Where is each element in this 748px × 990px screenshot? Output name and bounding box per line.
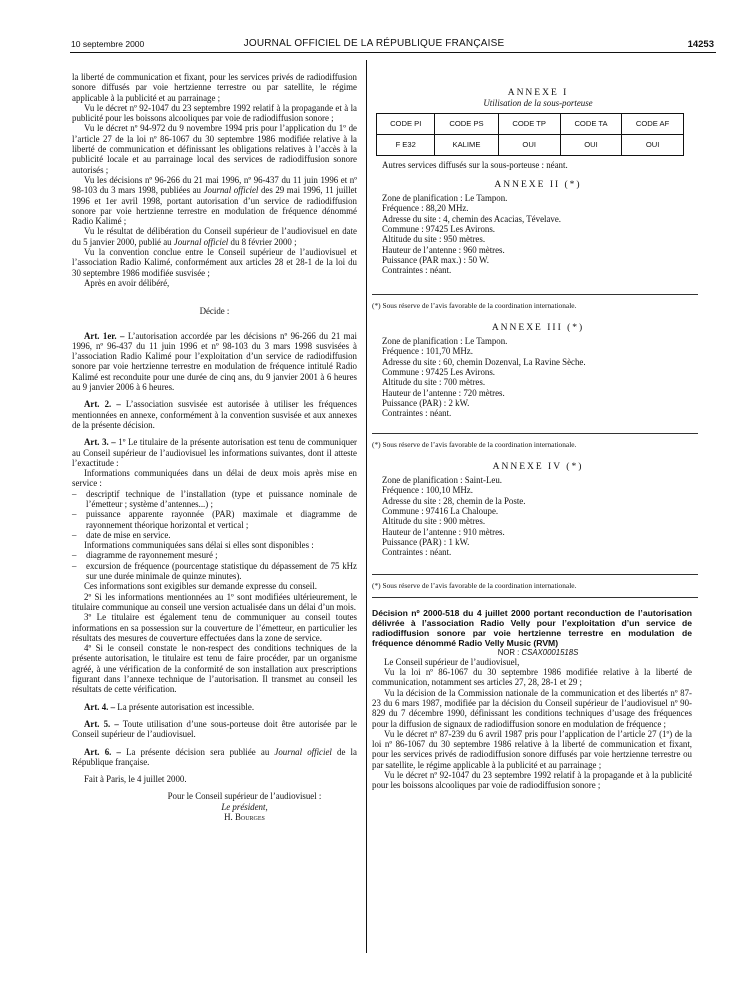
nor-code: CSAX0001518S xyxy=(521,647,579,657)
annexe-2-block xyxy=(382,193,692,275)
table-header-cell: CODE TA xyxy=(560,113,621,134)
annexe-line: Adresse du site : 28, chemin de la Poste. xyxy=(382,495,526,506)
nor-label: NOR : xyxy=(497,647,522,657)
article-text: 1º Le titulaire de la présente autorisation est tenu de communiquer au Conseil supérieur de l’audiovisuel les informations suivantes, dont il atteste l’exactitude : xyxy=(72,437,357,468)
annexe-4-block xyxy=(382,475,692,557)
article-text: de la République française. xyxy=(72,746,357,767)
annexe-line: Contraintes : néant. xyxy=(382,408,452,419)
annexe-line: Adresse du site : 60, chemin Dozenval, La Ravine Sèche. xyxy=(382,356,586,367)
table-header-cell: CODE PS xyxy=(435,113,498,134)
paragraph: Vu le décret nº 92-1047 du 23 septembre 1992 relatif à la propagande et à la publicité pour les boissons alcooliques par voie de radiodiffusion sonore ; xyxy=(72,102,357,124)
signature-block xyxy=(132,791,357,822)
column-divider xyxy=(366,60,367,953)
decision-title: Décision nº 2000-518 du 4 juillet 2000 portant reconduction de l’autorisation délivrée à l’association Radio Velly pour l’exploitation d’un service de radiodiffusion sonore par voie hertzienne terrestre en modulation de fréquence dénommé Radio Velly Music (RVM) xyxy=(372,607,692,648)
table-cell: OUI xyxy=(560,134,621,155)
annexe-line: Fréquence : 100,10 MHz. xyxy=(382,485,473,496)
footnote: (*) Sous réserve de l’avis favorable de la coordination internationale. xyxy=(372,580,577,590)
annexe-1-title: ANNEXE I xyxy=(507,88,569,98)
info-list-2 xyxy=(72,550,357,581)
list-item: – date de mise en service. xyxy=(72,530,357,540)
annexe-line: Fréquence : 101,70 MHz. xyxy=(382,346,473,357)
list-item: – excursion de fréquence (pourcentage statistique du dépassement de 75 kHz sur une durée minimale de quinze minutes). xyxy=(72,561,357,582)
article-text: La présente autorisation est incessible. xyxy=(115,701,255,712)
article-label: Art. 4. – xyxy=(84,701,116,712)
article-text: La présente décision sera publiée au xyxy=(120,746,275,757)
decide-heading: Décide : xyxy=(199,306,230,317)
separator xyxy=(372,574,698,575)
separator xyxy=(372,597,698,598)
paragraph: la liberté de communication et fixant, pour les services privés de radiodiffusion sonore diffusés par voie hertzienne terrestre ou par satellite, le régime applicable à la publicité et au parrainage ; xyxy=(72,72,357,103)
journal-ref: Journal officiel xyxy=(203,185,259,196)
table-header-row xyxy=(377,113,684,134)
annexe-line: Commune : 97425 Les Avirons. xyxy=(382,224,495,235)
journal-ref: Journal officiel xyxy=(274,746,332,757)
annexe-line: Altitude du site : 950 mètres. xyxy=(382,234,486,245)
journal-ref: Journal officiel xyxy=(173,236,229,247)
annexe-line: Contraintes : néant. xyxy=(382,547,452,558)
paragraph: Informations communiquées dans un délai de deux mois après mise en service : xyxy=(72,468,357,489)
annexe-line: Puissance (PAR max.) : 50 W. xyxy=(382,254,489,265)
annexe-line: Contraintes : néant. xyxy=(382,265,452,276)
article-5 xyxy=(72,719,357,740)
article-1 xyxy=(72,331,357,393)
text-run: Vu le résultat de délibération du Conseil supérieur de l’audiovisuel en date du 5 janvier 2000, publié au xyxy=(72,226,357,247)
article-label: Art. 1er. – xyxy=(84,330,125,341)
paragraph: 2º Si les informations mentionnées au 1º sont modifiées ultérieurement, le titulaire communique au conseil une version actualisée dans un délai d’un mois. xyxy=(72,591,357,612)
separator xyxy=(372,294,698,295)
subcarrier-table xyxy=(376,113,684,156)
annexe-line: Altitude du site : 900 mètres. xyxy=(382,516,486,527)
table-header-cell: CODE TP xyxy=(498,113,560,134)
article-text: L’association susvisée est autorisée à utiliser les fréquences mentionnées en annexe, conformément à la convention susvisée et aux annexes de la présente décision. xyxy=(72,399,357,430)
header-date: 10 septembre 2000 xyxy=(71,39,145,49)
annexe-line: Hauteur de l’antenne : 910 mètres. xyxy=(382,526,505,537)
text-run: des 29 mai 1996, 11 juillet 1996 et 1er avril 1998, portant autorisation d’un service de radiodiffusion sonore par voie hertzienne terrestre en modulation de fréquence dénommé Radio Kalimé ; xyxy=(72,185,357,227)
paragraph: Vu la décision de la Commission nationale de la communication et des libertés nº 87-23 du 6 mars 1987, modifiée par la décision du Conseil supérieur de l’audiovisuel nº 90-829 du 7 décembre 1990, définissant les conditions techniques d’usage des fréquences pour la diffusion de signaux de radiodiffusion sonore en modulation de fréquence ; xyxy=(372,687,692,729)
annexe-line: Zone de planification : Le Tampon. xyxy=(382,193,508,204)
nor-reference xyxy=(372,648,692,657)
table-cell: KALIME xyxy=(435,134,498,155)
annexe-line: Altitude du site : 700 mètres. xyxy=(382,377,486,388)
annexe-3-title: ANNEXE III (*) xyxy=(491,322,585,333)
article-label: Art. 3. – xyxy=(84,437,116,448)
text-run: Vu les décisions nº 96-266 du 21 mai 1996, nº 96-437 du 11 juin 1996 et nº 98-103 du 3 mars 1998, publiées au xyxy=(72,174,357,196)
article-text: Toute utilisation d’une sous-porteuse doit être autorisée par le Conseil supérieur de l’audiovisuel. xyxy=(72,718,357,740)
table-cell: OUI xyxy=(498,134,560,155)
annexe-line: Puissance (PAR) : 2 kW. xyxy=(382,397,470,408)
annexe-line: Fréquence : 88,20 MHz. xyxy=(382,203,469,214)
page-header xyxy=(0,0,748,52)
list-item: – puissance apparente rayonnée (PAR) maximale et diagramme de rayonnement théorique horizontal et vertical ; xyxy=(72,509,357,530)
paragraph: Après en avoir délibéré, xyxy=(84,277,170,288)
paragraph xyxy=(72,175,357,226)
paragraph: Vu la loi nº 86-1067 du 30 septembre 1986 modifiée relative à la liberté de communication, notamment ses articles 27, 28, 28-1 et 29 ; xyxy=(372,667,692,688)
signature-line: Pour le Conseil supérieur de l’audiovisuel : xyxy=(167,791,322,802)
article-2 xyxy=(72,399,357,430)
paragraph: Vu la convention conclue entre le Conseil supérieur de l’audiovisuel et l’association Radio Kalimé, conformément aux articles 28 et 28-1 de la loi du 30 septembre 1986 modifiée susvisée ; xyxy=(72,247,357,278)
table-header-cell: CODE AF xyxy=(622,113,684,134)
header-title: JOURNAL OFFICIEL DE LA RÉPUBLIQUE FRANÇAISE xyxy=(243,38,505,49)
table-header-cell: CODE PI xyxy=(377,113,435,134)
annexe-line: Hauteur de l’antenne : 960 mètres. xyxy=(382,244,505,255)
fait-a-paris: Fait à Paris, le 4 juillet 2000. xyxy=(84,774,187,785)
paragraph: Vu le décret nº 87-239 du 6 avril 1987 pris pour l’application de l’article 27 (1º) de la loi nº 86-1067 du 30 septembre 1986 relative à la liberté de communication et fixant, pour les services privés de radiodiffusion sonore diffusés par voie hertzienne terrestre ou par satellite, le régime applicable à la publicité et au parrainage ; xyxy=(372,728,692,770)
annexe-line: Zone de planification : Le Tampon. xyxy=(382,336,508,347)
paragraph: Vu le décret nº 94-972 du 9 novembre 1994 pris pour l’application du 1º de l’article 27 de la loi nº 86-1067 du 30 septembre 1986 modifiée relative à la liberté de communication et définissant les obligations relatives à l’accès à la publicité locale et au parrainage local des services de radiodiffusion sonore autorisés ; xyxy=(72,123,357,175)
annexe-line: Puissance (PAR) : 1 kW. xyxy=(382,536,470,547)
table-cell: F E32 xyxy=(377,134,435,155)
article-3 xyxy=(72,437,357,468)
separator xyxy=(372,433,698,434)
left-column xyxy=(72,72,357,822)
article-label: Art. 2. – xyxy=(84,399,121,410)
annexe-line: Hauteur de l’antenne : 720 mètres. xyxy=(382,387,505,398)
header-rule xyxy=(70,52,716,53)
annexe-line: Commune : 97416 La Chaloupe. xyxy=(382,506,499,517)
table-cell: OUI xyxy=(622,134,684,155)
annexe-4-title: ANNEXE IV (*) xyxy=(492,461,584,472)
paragraph xyxy=(72,226,357,247)
article-label: Art. 5. – xyxy=(84,718,119,729)
text-run: du 8 février 2000 ; xyxy=(228,236,297,247)
paragraph: Ces informations sont exigibles sur demande expresse du conseil. xyxy=(84,581,317,592)
list-item: – diagramme de rayonnement mesuré ; xyxy=(72,550,357,560)
annexe-line: Adresse du site : 4, chemin des Acacias, Tévelave. xyxy=(382,213,562,224)
annexe-line: Zone de planification : Saint-Leu. xyxy=(382,475,503,486)
paragraph: Vu le décret nº 92-1047 du 23 septembre 1992 relatif à la propagande et à la publicité pour les boissons alcooliques par voie de radiodiffusion sonore ; xyxy=(372,770,692,791)
other-services: Autres services diffusés sur la sous-porteuse : néant. xyxy=(382,159,568,170)
paragraph: 4º Si le conseil constate le non-respect des conditions techniques de la présente autorisation, le titulaire est tenu de faire procéder, par un organisme agréé, à une vérification de la conformité de son installation aux prescriptions figurant dans l’annexe technique de l’autorisation. Il transmet au conseil les résultats de cette vérification. xyxy=(72,643,357,695)
table-row xyxy=(377,134,684,155)
annexe-3-block xyxy=(382,336,692,418)
list-item: – descriptif technique de l’installation (type et puissance nominale de l’émetteur ; système d’antennes...) ; xyxy=(72,489,357,510)
article-6 xyxy=(72,747,357,768)
signature-title: Le président, xyxy=(221,801,268,812)
paragraph: Informations communiquées sans délai si elles sont disponibles : xyxy=(84,540,314,551)
footnote: (*) Sous réserve de l’avis favorable de la coordination internationale. xyxy=(372,300,577,310)
right-column xyxy=(372,68,692,791)
annexe-line: Commune : 97425 Les Avirons. xyxy=(382,367,495,378)
article-text: L’autorisation accordée par les décisions nº 96-266 du 21 mai 1996, nº 96-437 du 11 juin 1996 et nº 98-103 du 3 mars 1998 susvisées à l’association Radio Kalimé pour l’exploitation d’un service de radiodiffusion sonore par voie hertzienne terrestre en modulation de fréquence intitulé Radio Kalimé est reconduite pour une durée de cinq ans, du 9 janvier 2001 à 6 heures au 9 janvier 2006 à 6 heures. xyxy=(72,330,357,393)
footnote: (*) Sous réserve de l’avis favorable de la coordination internationale. xyxy=(372,439,577,449)
annexe-2-title: ANNEXE II (*) xyxy=(494,179,582,190)
info-list-1 xyxy=(72,489,357,540)
paragraph: 3º Le titulaire est également tenu de communiquer au conseil toutes informations en sa possession sur la couverture de l’émetteur, en particulier les résultats des mesures de couverture effectuées dans la zone de service. xyxy=(72,612,357,643)
paragraph: Le Conseil supérieur de l’audiovisuel, xyxy=(384,656,520,667)
header-page-number: 14253 xyxy=(687,39,714,50)
signature-name: H. Bourges xyxy=(224,812,265,822)
annexe-1-subtitle: Utilisation de la sous-porteuse xyxy=(483,98,593,109)
article-label: Art. 6. – xyxy=(84,746,121,757)
article-4 xyxy=(72,702,357,712)
